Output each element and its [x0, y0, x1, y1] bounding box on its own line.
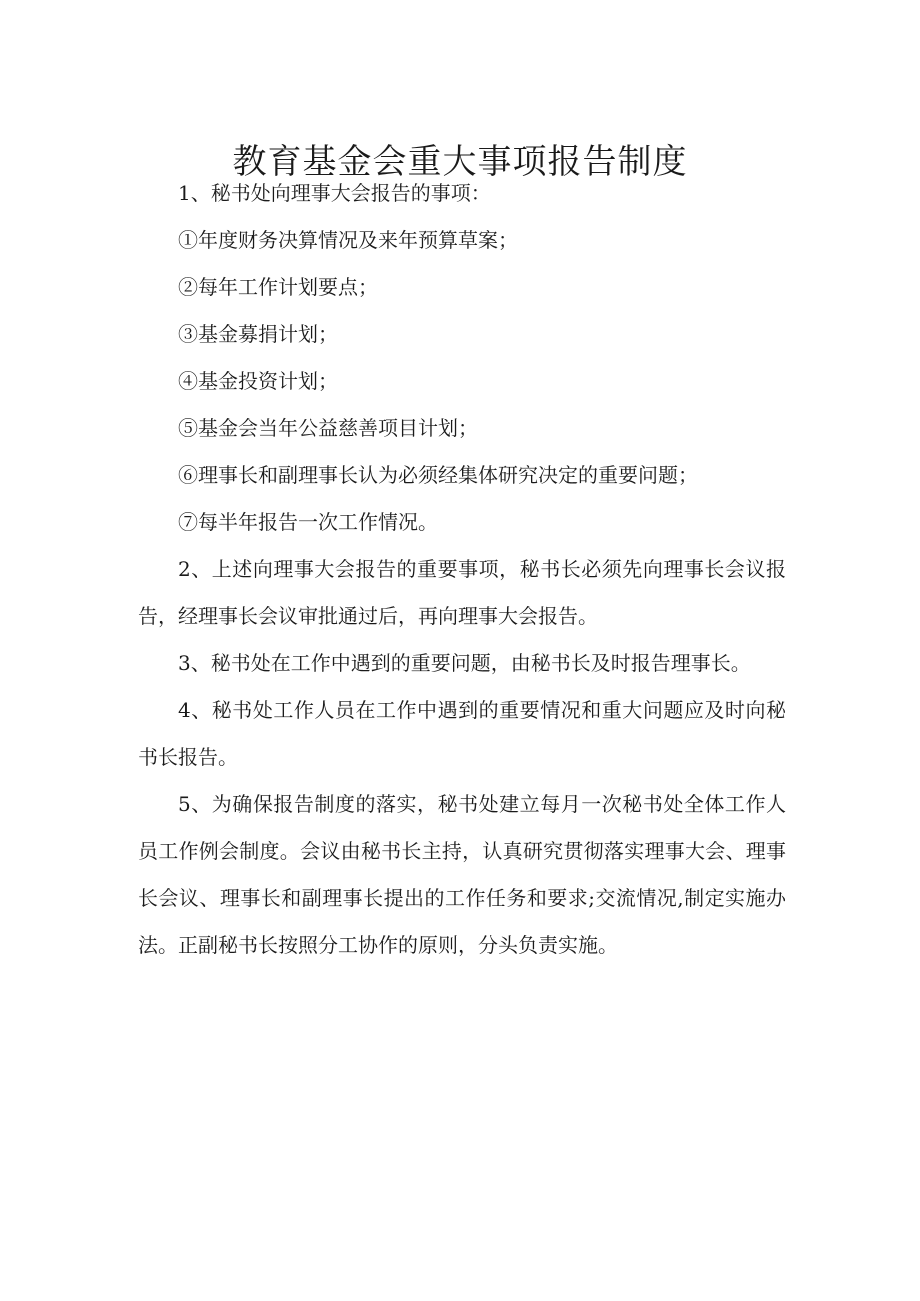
list-item-2: ②每年工作计划要点；	[178, 275, 378, 299]
list-item-7: ⑦每半年报告一次工作情况。	[178, 510, 438, 534]
paragraph-3: 3、秘书处在工作中遇到的重要问题，由秘书长及时报告理事长。	[178, 651, 751, 675]
list-item-5: ⑤基金会当年公益慈善项目计划；	[178, 416, 478, 440]
paragraph-4: 4、秘书处工作人员在工作中遇到的重要情况和重大问题应及时向秘书长报告。	[138, 698, 786, 769]
paragraph-2: 2、上述向理事大会报告的重要事项，秘书长必须先向理事长会议报告，经理事长会议审批通过后，再向理事大会报告。	[138, 557, 786, 628]
document-body	[138, 170, 786, 969]
list-item-3: ③基金募捐计划；	[178, 322, 338, 346]
list-item-6: ⑥理事长和副理事长认为必须经集体研究决定的重要问题；	[178, 463, 698, 487]
list-item-1: ①年度财务决算情况及来年预算草案；	[178, 228, 518, 252]
paragraph-1-heading: 1、秘书处向理事大会报告的事项：	[178, 181, 491, 205]
document-title: 教育基金会重大事项报告制度	[232, 141, 688, 182]
list-item-4: ④基金投资计划；	[178, 369, 338, 393]
paragraph-5: 5、为确保报告制度的落实，秘书处建立每月一次秘书处全体工作人员工作例会制度。会议由秘书长主持，认真研究贯彻落实理事大会、理事长会议、理事长和副理事长提出的工作任务和要求;交流情况,制定实施办法。正副秘书长按照分工协作的原则，分头负责实施。	[138, 792, 786, 957]
